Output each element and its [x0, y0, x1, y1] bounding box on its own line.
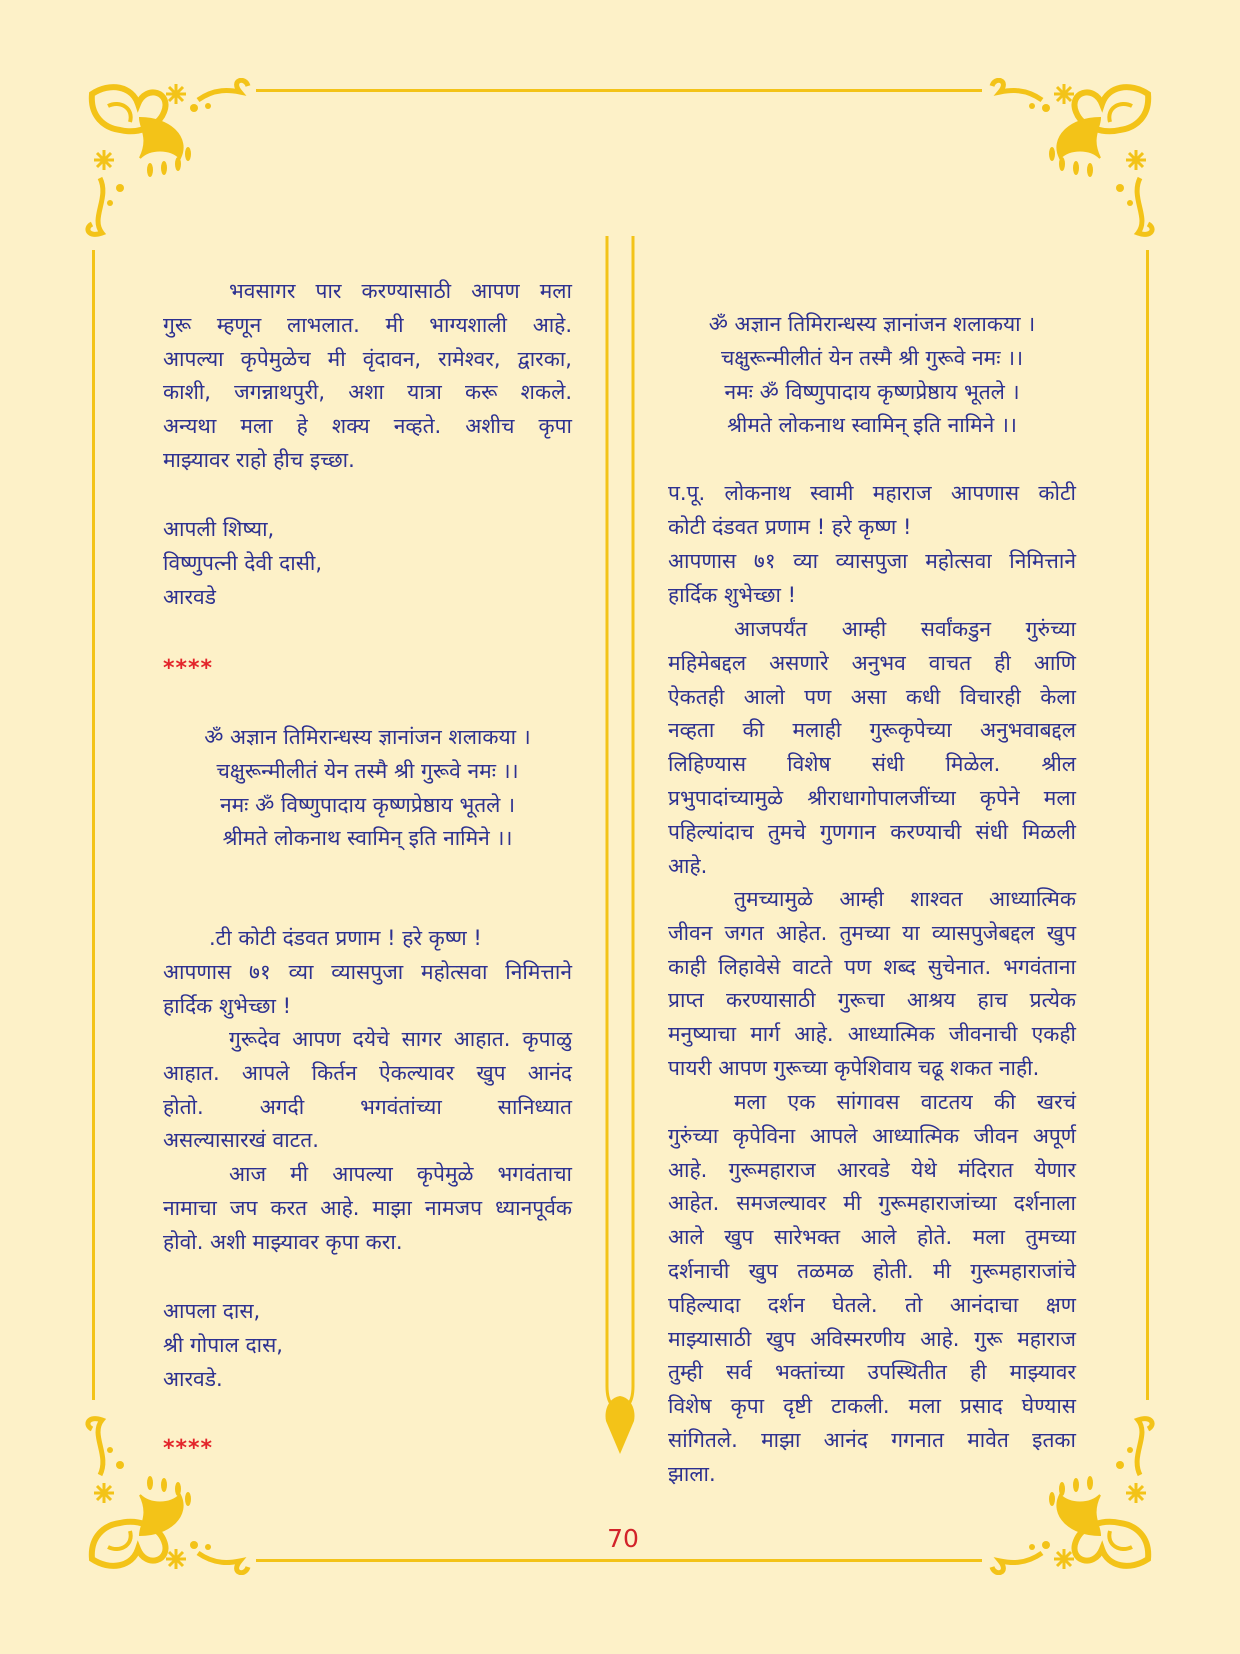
- text-line: आरवडे.: [163, 1366, 223, 1391]
- text-line: .टी कोटी दंडवत प्रणाम ! हरे कृष्ण !: [209, 926, 482, 950]
- text-line: विष्णुपत्नी देवी दासी,: [163, 550, 323, 575]
- text-line: आपणास ७१ व्या व्यासपुजा महोत्सवा निमित्ताने: [163, 960, 572, 984]
- text-line: पायरी आपण गुरूच्या कृपेशिवाय चढू शकत नाही.: [668, 1055, 1040, 1080]
- text-line: आपल्या कृपेमुळेच मी वृंदावन, रामेश्वर, द्वारका,: [163, 346, 572, 371]
- text-line: दर्शनाची खुप तळमळ होती. मी गुरूमहाराजांचे: [668, 1258, 1076, 1283]
- paragraph: [163, 922, 572, 956]
- text-line: तुम्ही सर्व भक्तांच्या उपस्थितीत ही माझ्यावर: [668, 1360, 1076, 1385]
- text-line: काशी, जगन्नाथपुरी, अशा यात्रा करू शकले.: [163, 380, 572, 405]
- text-line: आहे.: [668, 853, 708, 878]
- text-line: नमः ॐ विष्णुपादाय कृष्णप्रेष्ठाय भूतले ।: [724, 379, 1020, 404]
- text-line: आहेत. समजल्यावर मी गुरूमहाराजांच्या दर्शनाला: [668, 1191, 1076, 1216]
- text-line: चक्षुरून्मीलीतं येन तस्मै श्री गुरूवे नमः ।।: [216, 758, 519, 783]
- text-line: माझ्यावर राहो हीच इच्छा.: [163, 447, 355, 472]
- paragraph: [668, 1086, 1076, 1492]
- text-line: गुरूदेव आपण दयेचे सागर आहात. कृपाळु: [229, 1027, 572, 1051]
- text-line: आहात. आपले किर्तन ऐकल्यावर खुप आनंद: [163, 1060, 572, 1085]
- separator-stars: ****: [163, 656, 214, 681]
- text-line: आले खुप सारेभक्त आले होते. मला तुमच्या: [668, 1225, 1076, 1250]
- paragraph: [163, 1158, 572, 1259]
- text-line: झाला.: [668, 1461, 716, 1486]
- border-top-line: [256, 89, 982, 92]
- paragraph: [668, 545, 1076, 613]
- text-line: आहे. गुरूमहाराज आरवडे येथे मंदिरात येणार: [668, 1157, 1076, 1182]
- paragraph: [668, 477, 1076, 545]
- text-line: मनुष्याचा मार्ग आहे. आध्यात्मिक जीवनाची एकही: [668, 1022, 1076, 1047]
- text-line: अन्यथा मला हे शक्य नव्हते. अशीच कृपा: [163, 414, 572, 439]
- text-line: गुरू म्हणून लाभलात. मी भाग्यशाली आहे.: [163, 312, 572, 337]
- separator-stars: ****: [163, 1436, 214, 1461]
- signature: [163, 1295, 572, 1396]
- paragraph: [163, 275, 572, 478]
- border-right-line: [1146, 250, 1149, 1400]
- paragraph: [163, 956, 572, 1024]
- text-line: नमः ॐ विष्णुपादाय कृष्णप्रेष्ठाय भूतले ।: [219, 792, 516, 817]
- text-line: आपली शिष्या,: [163, 517, 275, 541]
- border-bottom-line: [256, 1559, 982, 1562]
- text-line: चक्षुरून्मीलीतं येन तस्मै श्री गुरूवे नमः ।।: [720, 345, 1024, 370]
- text-line: सांगितले. माझा आनंद गगनात मावेत इतका: [668, 1427, 1076, 1452]
- text-line: श्री गोपाल दास,: [163, 1332, 283, 1357]
- text-line: हार्दिक शुभेच्छा !: [668, 582, 797, 607]
- text-line: काही लिहावेसे वाटते पण शब्द सुचेनात. भगवंताना: [668, 954, 1076, 979]
- text-line: ॐ अज्ञान तिमिरान्धस्य ज्ञानांजन शलाकया ।: [204, 725, 531, 749]
- text-line: तुमच्यामुळे आम्ही शाश्वत आध्यात्मिक: [734, 887, 1076, 911]
- corner-ornament-icon: [80, 78, 255, 253]
- text-line: माझ्यासाठी खुप अविस्मरणीय आहे. गुरू महाराज: [668, 1326, 1076, 1351]
- paragraph: [668, 613, 1076, 883]
- corner-ornament-icon: [985, 78, 1160, 253]
- paragraph: [163, 1023, 572, 1158]
- text-line: आपणास ७१ व्या व्यासपुजा महोत्सवा निमित्ताने: [668, 549, 1076, 573]
- text-line: होवो. अशी माझ्यावर कृपा करा.: [163, 1229, 403, 1254]
- sanskrit-verse: [163, 721, 572, 856]
- sanskrit-verse: [668, 308, 1076, 443]
- text-line: भवसागर पार करण्यासाठी आपण मला: [229, 279, 572, 303]
- column-divider-pendant-icon: [600, 236, 640, 1456]
- text-line: महिमेबद्दल असणारे अनुभव वाचत ही आणि: [668, 650, 1076, 675]
- text-line: लिहिण्यास विशेष संधी मिळेल. श्रील: [668, 752, 1076, 777]
- text-line: नामाचा जप करत आहे. माझा नामजप ध्यानपूर्वक: [163, 1195, 572, 1220]
- paragraph: [668, 883, 1076, 1086]
- text-line: पहिल्यादा दर्शन घेतले. तो आनंदाचा क्षण: [668, 1292, 1076, 1317]
- text-line: कोटी दंडवत प्रणाम ! हरे कृष्ण !: [668, 514, 912, 539]
- text-line: गुरुंच्या कृपेविना आपले आध्यात्मिक जीवन अपूर्ण: [668, 1123, 1076, 1148]
- text-line: प्रभुपादांच्यामुळे श्रीराधागोपालजींच्या कृपेने मला: [668, 785, 1076, 810]
- text-line: ऐकतही आलो पण असा कधी विचारही केला: [668, 684, 1076, 709]
- text-line: होतो. अगदी भगवंतांच्या सानिध्यात: [163, 1094, 572, 1119]
- text-line: प.पू. लोकनाथ स्वामी महाराज आपणास कोटी: [668, 481, 1076, 505]
- text-line: ॐ अज्ञान तिमिरान्धस्य ज्ञानांजन शलाकया ।: [708, 312, 1036, 336]
- border-left-line: [92, 250, 95, 1400]
- text-line: नव्हता की मलाही गुरूकृपेच्या अनुभवाबद्दल: [668, 718, 1076, 743]
- text-line: जीवन जगत आहेत. तुमच्या या व्यासपुजेबद्दल खुप: [668, 920, 1076, 945]
- corner-ornament-icon: [80, 1400, 255, 1575]
- text-line: असल्यासारखं वाटत.: [163, 1128, 319, 1153]
- text-line: मला एक सांगावस वाटतय की खरचं: [734, 1090, 1076, 1114]
- text-line: विशेष कृपा दृष्टी टाकली. मला प्रसाद घेण्यास: [668, 1394, 1076, 1419]
- text-line: श्रीमते लोकनाथ स्वामिन् इति नामिने ।।: [222, 826, 513, 851]
- text-line: आज मी आपल्या कृपेमुळे भगवंताचा: [229, 1162, 572, 1186]
- page-number: 70: [607, 1524, 639, 1553]
- text-line: प्राप्त करण्यासाठी गुरूचा आश्रय हाच प्रत्येक: [668, 988, 1076, 1013]
- text-line: आपला दास,: [163, 1299, 261, 1323]
- text-line: पहिल्यांदाच तुमचे गुणगान करण्याची संधी मिळली: [668, 819, 1076, 844]
- text-line: हार्दिक शुभेच्छा !: [163, 993, 292, 1018]
- text-line: आरवडे: [163, 584, 216, 609]
- text-line: आजपर्यंत आम्ही सर्वांकडुन गुरुंच्या: [734, 617, 1076, 641]
- text-line: श्रीमते लोकनाथ स्वामिन् इति नामिने ।।: [727, 413, 1017, 438]
- signature: [163, 513, 572, 614]
